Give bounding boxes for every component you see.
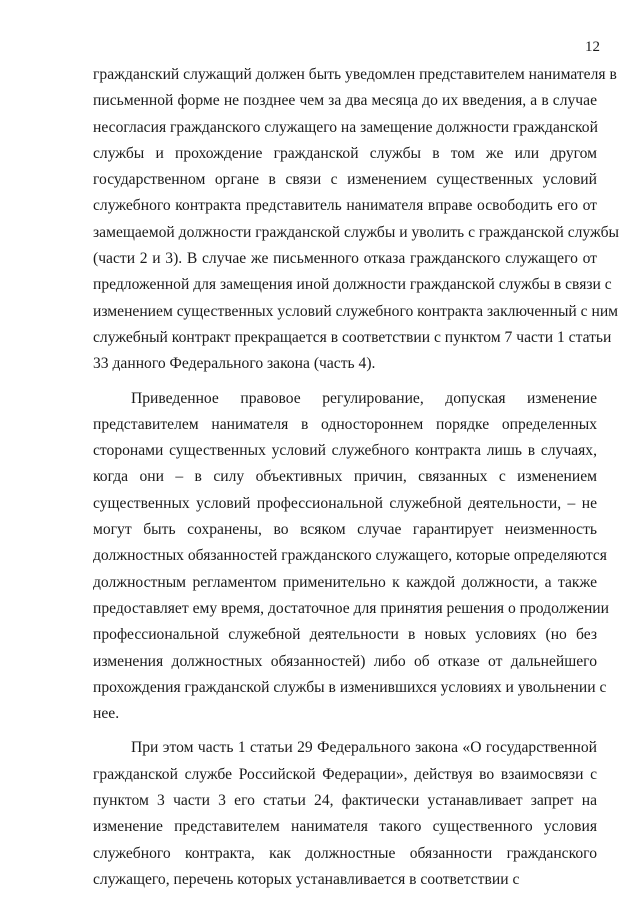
paragraph-legal-regulation [93,386,609,728]
paragraph-article-29 [93,735,597,893]
text-line: замещаемой должности гражданской службы и уволить с гражданской службы [93,223,619,241]
document-body [93,62,619,893]
text-line: должностных обязанностей гражданского служащего, которые определяются [93,547,607,565]
text-line: изменение представителем нанимателя такого существенного условия [93,818,597,836]
text-line: При этом часть 1 статьи 29 Федерального закона «О государственной [131,739,597,757]
text-line: могут быть сохранены, во всяком случае гарантирует неизменность [93,521,597,539]
text-line: предоставляет ему время, достаточное для принятия решения о продолжении [93,599,609,617]
text-line: нее. [93,705,120,723]
text-line: гражданский служащий должен быть уведомлен представителем нанимателя в [93,66,617,83]
text-line: сторонами существенных условий служебного контракта лишь в случаях, [93,442,597,460]
text-line: когда они – в силу объективных причин, связанных с изменением [93,468,597,486]
text-line: службы и прохождение гражданской службы в том же или другом [93,144,597,162]
text-line: служебного контракта представитель нанимателя вправе освободить его от [93,197,597,215]
paragraph-contract-change-notice [93,62,619,378]
text-line: письменной форме не позднее чем за два месяца до их введения, а в случае [93,92,597,110]
text-line: несогласия гражданского служащего на замещение должности гражданской [93,118,598,136]
text-line: служащего, перечень которых устанавливается в соответствии с [93,870,520,888]
text-line: служебный контракт прекращается в соответствии с пунктом 7 части 1 статьи [93,328,612,346]
text-line: 33 данного Федерального закона (часть 4). [93,355,376,373]
text-line: пунктом 3 части 3 его статьи 24, фактически устанавливает запрет на [93,792,597,810]
text-line: изменения должностных обязанностей) либо об отказе от дальнейшего [93,652,597,670]
text-line: изменением существенных условий служебного контракта заключенный с ним [93,302,619,320]
text-line: предложенной для замещения иной должности гражданской службы в связи с [93,276,612,294]
text-line: прохождения гражданской службы в изменившихся условиях и увольнении с [93,678,607,696]
text-line: Приведенное правовое регулирование, допуская изменение [131,389,597,407]
text-line: гражданской службе Российской Федерации», действуя во взаимосвязи с [93,765,597,783]
text-line: (части 2 и 3). В случае же письменного отказа гражданского служащего от [93,250,597,268]
text-line: профессиональной служебной деятельности в новых условиях (но без [93,626,597,644]
text-line: государственном органе в связи с изменением существенных условий [93,171,597,189]
page-number: 12 [585,39,600,55]
text-line: служебного контракта, как должностные обязанности гражданского [93,844,597,862]
text-line: существенных условий профессиональной служебной деятельности, – не [93,494,597,512]
text-line: представителем нанимателя в одностороннем порядке определенных [93,415,597,433]
text-line: должностным регламентом применительно к каждой должности, а также [93,573,597,591]
